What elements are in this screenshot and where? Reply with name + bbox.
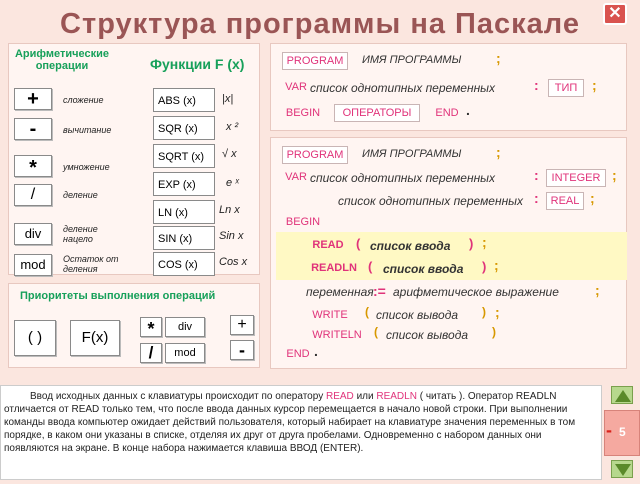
ex-write-close-paren: ) [482,305,486,319]
ex-assign-expr: арифметическое выражение [393,285,559,299]
func-sqrt-result: √ x [222,148,237,160]
func-header: Функции F (x) [150,56,245,72]
op-intdiv-label: деление нацело [63,224,98,244]
prio-paren: ( ) [14,320,56,356]
prio-mod: mod [165,343,205,363]
ex-read-semicolon: ; [482,234,487,250]
func-sqr: SQR (x) [153,116,215,140]
arrow-down-icon [612,461,634,479]
kw-program: PROGRAM [282,52,348,70]
ex-kw-program: PROGRAM [282,146,348,164]
ex-kw-integer: INTEGER [546,169,606,187]
ex-kw-readln: READLN [311,262,357,274]
ex-writeln-list: список вывода [386,328,469,342]
ex-writeln-close-paren: ) [492,325,496,339]
program-name: ИМЯ ПРОГРАММЫ [362,54,462,66]
program-semicolon: ; [496,50,501,66]
ex-write-list: список вывода [376,308,459,322]
ex-var-list-2: список однотипных переменных [338,194,524,208]
footer-readln: READLN [376,391,417,402]
ex-program-name: ИМЯ ПРОГРАММЫ [362,148,462,160]
ex-kw-var: VAR [285,171,307,183]
close-icon[interactable]: ✕ [603,3,627,25]
ex-write-semicolon: ; [495,304,500,320]
ex-assign-semicolon: ; [595,282,600,298]
var-list: список однотипных переменных [310,81,496,95]
ex-kw-write: WRITE [312,309,348,321]
page-dash: - [606,420,612,440]
end-dot: . [466,102,470,118]
ex-readln-open-paren: ( [368,259,373,274]
prio-header: Приоритеты выполнения операций [20,290,216,302]
prio-plus: + [230,315,254,335]
op-plus-label: сложение [63,95,104,105]
op-mod: mod [14,254,52,276]
var-semicolon: ; [592,77,597,93]
ex-readln-close-paren: ) [482,259,487,274]
op-plus: + [14,88,52,110]
scroll-down-button[interactable] [611,460,633,478]
ex-assign-var: переменная [306,285,374,299]
ex-kw-read: READ [312,239,344,251]
ex-read-list: список ввода [370,239,451,253]
func-sin: SIN (x) [153,226,215,250]
footer-read: READ [325,391,354,402]
ex-var-colon-2: : [534,190,539,206]
ex-program-semicolon: ; [496,144,501,160]
func-sqr-result: x ² [226,121,239,133]
op-intdiv: div [14,223,52,245]
arith-header: Арифметические операции [14,48,110,72]
operators: ОПЕРАТОРЫ [334,104,420,122]
ex-kw-begin: BEGIN [285,216,321,228]
op-mod-label: Остаток от деления [63,254,119,274]
var-colon: : [534,77,539,93]
page-title: Структура программы на Паскале [60,8,580,40]
func-ln-result: Ln x [219,204,240,216]
op-mult: * [14,155,52,177]
prio-minus: - [230,340,254,360]
kw-end: END [435,107,459,119]
arrow-up-icon [612,387,634,405]
page-number: 5 [619,425,626,439]
scroll-up-button[interactable] [611,386,633,404]
footer-or: или [356,391,374,402]
prio-fx: F(x) [70,320,120,356]
ex-kw-real: REAL [546,192,584,210]
func-exp: EXP (x) [153,172,215,196]
op-div: / [14,184,52,206]
footer-text-1: Ввод исходных данных с клавиатуры происходит по оператору [30,391,324,402]
func-ln: LN (x) [153,200,215,224]
ex-assign-op: := [373,283,386,299]
kw-type: ТИП [548,79,584,97]
func-cos-result: Cos x [219,256,248,268]
footer-text-panel [0,385,602,480]
prio-mult: * [140,317,162,337]
op-mult-label: умножение [63,162,110,172]
func-cos: COS (x) [153,252,215,276]
ex-writeln-open-paren: ( [374,325,378,339]
ex-var-semicolon-1: ; [612,167,617,183]
op-div-label: деление [63,190,98,200]
func-abs: ABS (x) [153,88,215,112]
kw-var: VAR [285,81,307,93]
ex-kw-end: END [286,348,310,360]
ex-var-semicolon-2: ; [590,190,595,206]
func-sin-result: Sin x [219,230,244,242]
kw-begin: BEGIN [285,107,321,119]
op-minus: - [14,118,52,140]
op-minus-label: вычитание [63,125,112,135]
prio-slash: / [140,343,162,363]
ex-end-dot: . [314,343,318,359]
ex-write-open-paren: ( [365,305,369,319]
ex-read-open-paren: ( [356,236,361,251]
ex-readln-list: список ввода [383,262,464,276]
func-sqrt: SQRT (x) [153,144,215,168]
ex-var-list-1: список однотипных переменных [310,171,496,185]
func-exp-result: e ˣ [226,177,239,189]
ex-var-colon-1: : [534,167,539,183]
ex-kw-writeln: WRITELN [312,329,362,341]
prio-div: div [165,317,205,337]
ex-readln-semicolon: ; [494,257,499,273]
ex-read-close-paren: ) [469,236,474,251]
footer-text-2: ( читать ). Оператор READLN отличается от READ только тем, что после ввода данных курсор перемещается в начало новой строки. При выполнении команды ввода компьютер ожидает действий пользователя, который набирает на клавиатуре значения переменных в том порядке, в каком они указаны в списке, отделяя их друг от друга пробелами. Одновременно с набором данных они появляются на экране. В конце набора нажимается клавиша ВВОД (ENTER). [4,391,576,454]
func-abs-result: |x| [222,93,234,105]
